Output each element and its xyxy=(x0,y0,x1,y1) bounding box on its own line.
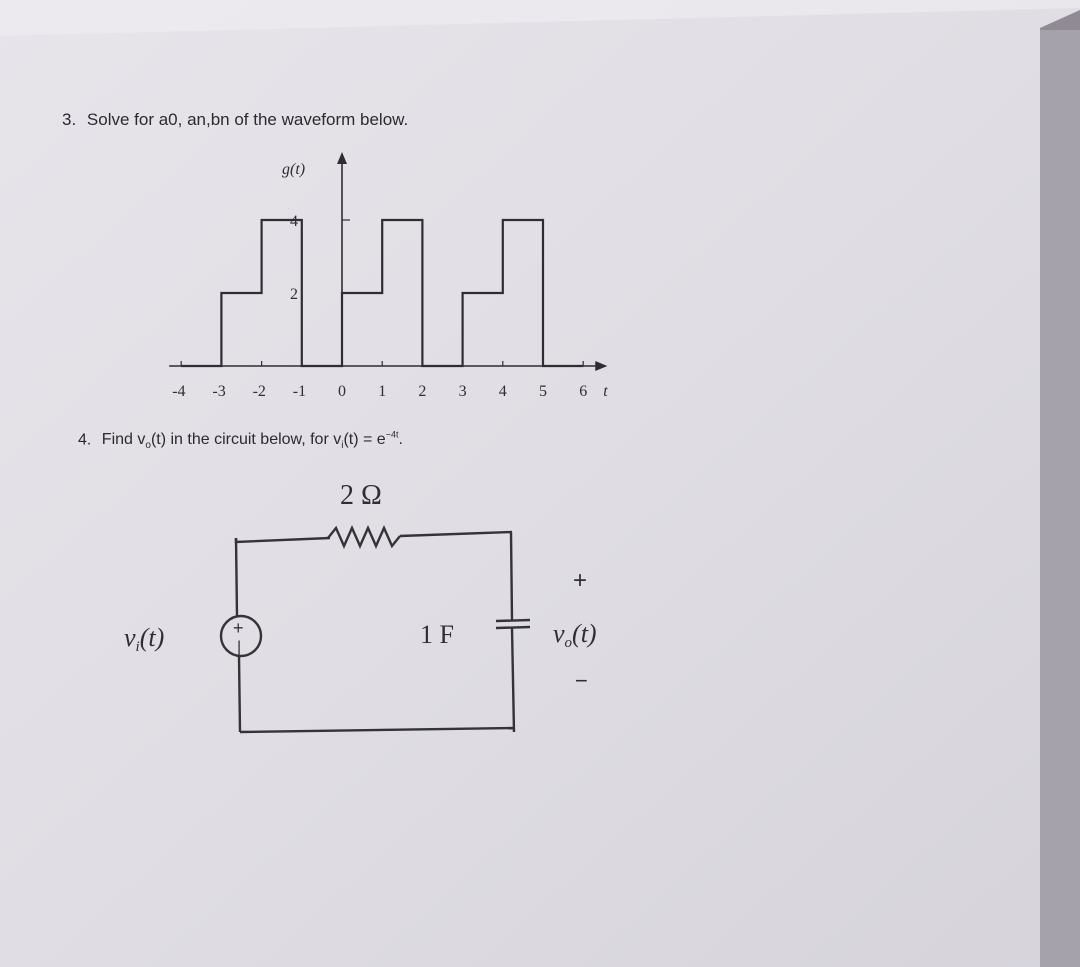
waveform-line xyxy=(181,220,583,366)
circuit-wire-bottom xyxy=(240,728,514,732)
resistor-zigzag xyxy=(328,528,400,546)
problem-4-number: 4. xyxy=(78,431,92,449)
circuit-wire-right-bottom xyxy=(512,628,514,732)
x-tick-label: 4 xyxy=(498,383,507,400)
resistor-label: 2 Ω xyxy=(340,480,382,511)
x-tick-label: 1 xyxy=(378,383,387,400)
circuit-wire-left-top xyxy=(236,538,237,616)
x-tick-label: -3 xyxy=(212,383,226,400)
output-plus-label: + xyxy=(573,567,588,594)
x-axis-label: t xyxy=(603,383,608,400)
voltage-source-plus: + xyxy=(233,618,244,638)
circuit-diagram xyxy=(0,460,700,790)
y-axis-label: g(t) xyxy=(282,161,306,178)
x-axis-arrow-icon xyxy=(595,361,607,371)
x-tick-label: 6 xyxy=(579,383,588,400)
circuit-wire-top-left xyxy=(236,538,330,542)
problem-4-text: Find $v_o(t)$ in the circuit below, for $v_i(t) = e^{-4t}$. xyxy=(101,430,403,452)
circuit-wire-top-right xyxy=(400,532,512,536)
problem-3-heading xyxy=(62,110,408,130)
waveform-axes xyxy=(169,152,607,371)
output-minus-label: − xyxy=(575,668,588,693)
x-tick-label: -2 xyxy=(252,383,266,400)
waveform-plot xyxy=(0,140,700,440)
source-label: vi(t) xyxy=(124,623,165,655)
waveform-series xyxy=(181,220,583,366)
x-tick-label: -1 xyxy=(292,383,307,400)
x-tick-label: 3 xyxy=(458,383,467,400)
problem-4-heading xyxy=(78,430,403,452)
voltage-source-minus: | xyxy=(237,639,242,656)
x-tick-label: 2 xyxy=(418,383,427,400)
circuit-wire-right-top xyxy=(511,532,512,620)
x-tick-label: -4 xyxy=(172,383,186,400)
x-tick-label: 0 xyxy=(338,383,346,400)
capacitor-label: 1 F xyxy=(420,620,454,649)
output-voltage-label: vo(t) xyxy=(553,619,597,651)
capacitor-plate-bottom xyxy=(496,627,530,628)
problem-3-text: Solve for a0, an,bn of the waveform below. xyxy=(86,110,409,129)
y-tick-label: 4 xyxy=(290,213,298,230)
y-tick-label: 2 xyxy=(290,286,298,303)
y-axis-arrow-icon xyxy=(337,152,347,164)
problem-3-number: 3. xyxy=(62,110,77,129)
circuit-wire-left-bottom xyxy=(239,656,240,732)
capacitor-plate-top xyxy=(496,620,530,621)
x-tick-label: 5 xyxy=(539,383,547,400)
